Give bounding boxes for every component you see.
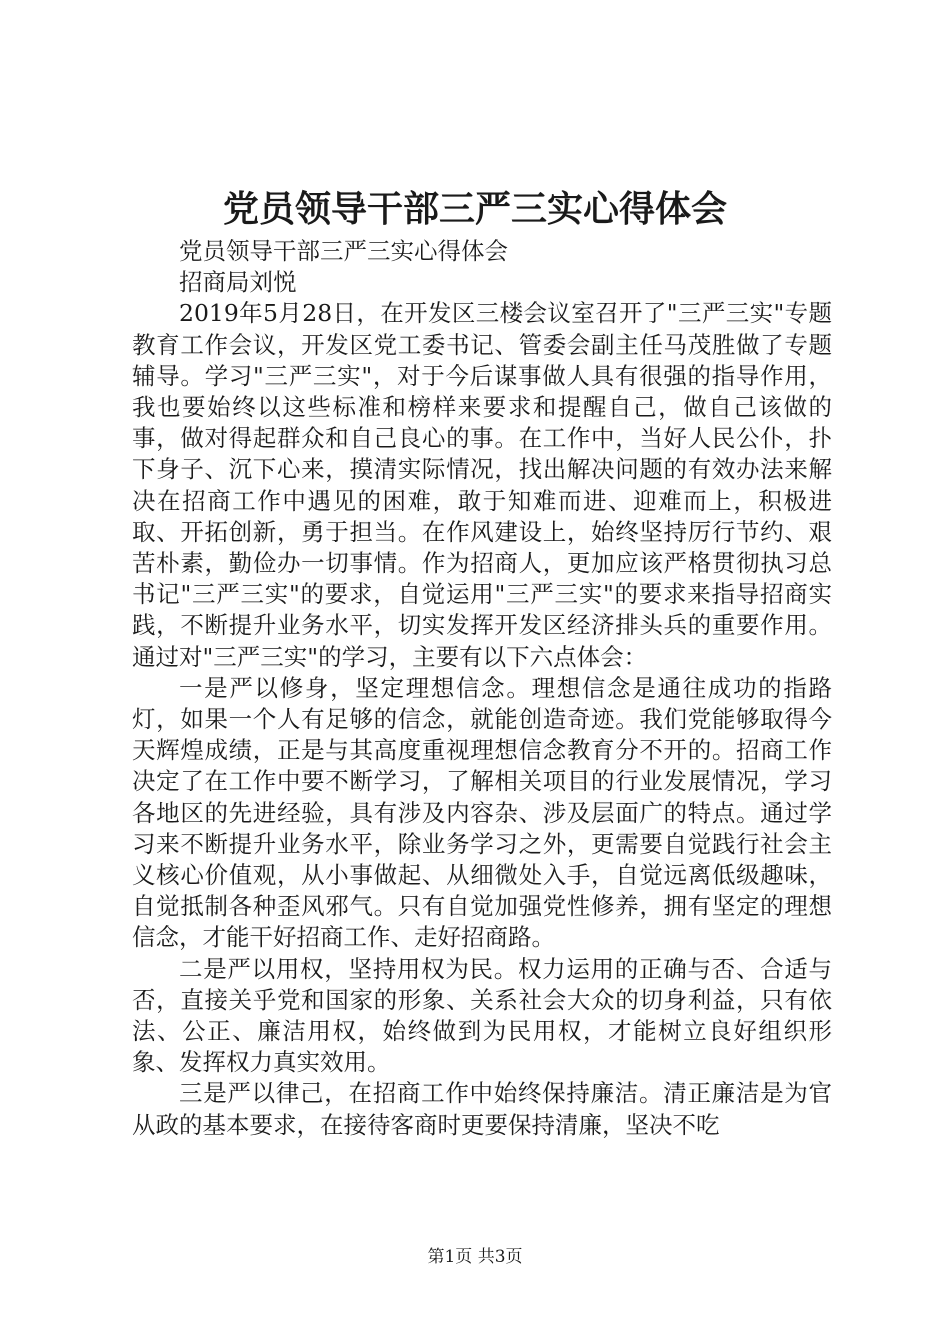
document-body [132,236,832,1141]
paragraph-point-2: 二是严以用权，坚持用权为民。权力运用的正确与否、合适与否，直接关乎党和国家的形象、关系社会大众的切身利益，只有依法、公正、廉洁用权，始终做到为民用权，才能树立良好组织形象、发挥权力真实效用。 [132,954,832,1077]
body-subtitle: 党员领导干部三严三实心得体会 [179,237,508,265]
page-footer: 第1页 共3页 [427,1247,523,1267]
paragraph-intro: 2019年5月28日，在开发区三楼会议室召开了"三严三实"专题教育工作会议，开发区党工委书记、管委会副主任马茂胜做了专题辅导。学习"三严三实"，对于今后谋事做人具有很强的指导作用，我也要始终以这些标准和榜样来要求和提醒自己，做自己该做的事，做对得起群众和自己良心的事。在工作中，当好人民公仆，扑下身子、沉下心来，摸清实际情况，找出解决问题的有效办法来解决在招商工作中遇见的困难，敢于知难而进、迎难而上，积极进取、开拓创新，勇于担当。在作风建设上，始终坚持厉行节约、艰苦朴素，勤俭办一切事情。作为招商人，更加应该严格贯彻执习总书记"三严三实"的要求，自觉运用"三严三实"的要求来指导招商实践，不断提升业务水平，切实发挥开发区经济排头兵的重要作用。通过对"三严三实"的学习，主要有以下六点体会： [132,299,832,671]
paragraph-point-1: 一是严以修身，坚定理想信念。理想信念是通往成功的指路灯，如果一个人有足够的信念，就能创造奇迹。我们党能够取得今天辉煌成绩，正是与其高度重视理想信念教育分不开的。招商工作决定了在工作中要不断学习，了解相关项目的行业发展情况，学习各地区的先进经验，具有涉及内容杂、涉及层面广的特点。通过学习来不断提升业务水平，除业务学习之外，更需要自觉践行社会主义核心价值观，从小事做起、从细微处入手，自觉远离低级趣味，自觉抵制各种歪风邪气。只有自觉加强党性修养，拥有坚定的理想信念，才能干好招商工作、走好招商路。 [132,673,832,952]
paragraph-point-3: 三是严以律己，在招商工作中始终保持廉洁。清正廉洁是为官从政的基本要求，在接待客商时更要保持清廉，坚决不吃 [132,1079,832,1139]
page-title: 党员领导干部三严三实心得体会 [222,188,727,230]
author-line: 招商局刘悦 [179,268,297,297]
